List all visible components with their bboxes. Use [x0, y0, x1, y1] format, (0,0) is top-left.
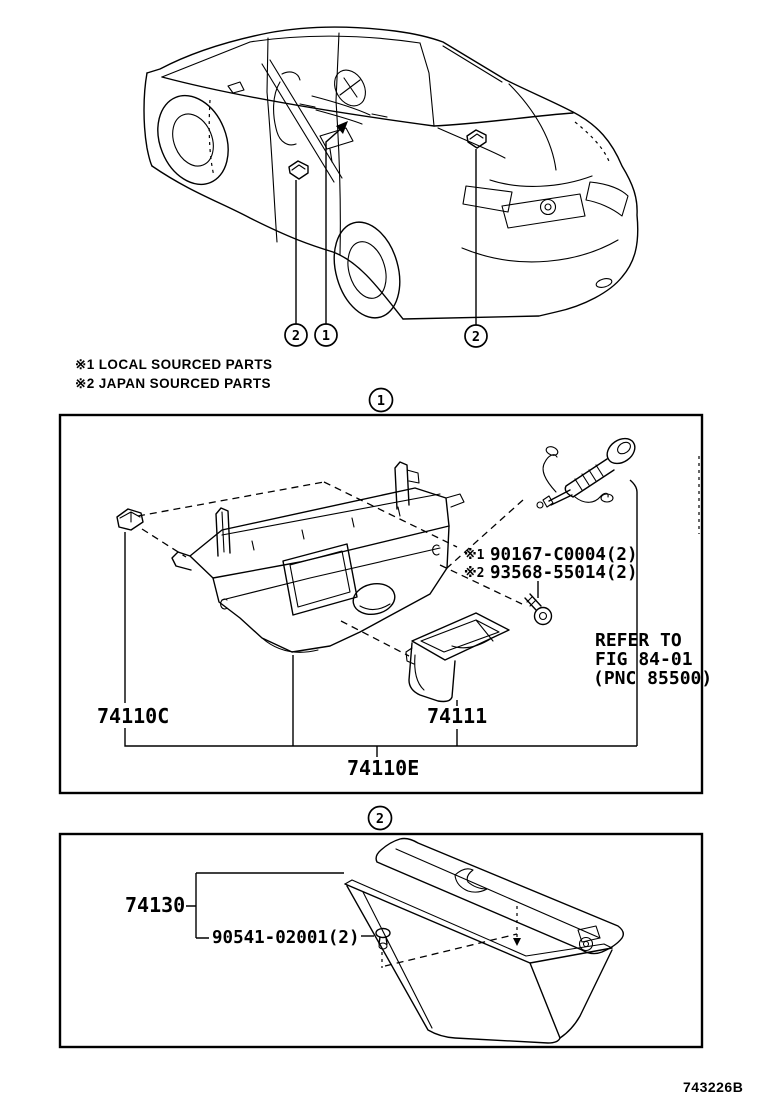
svg-text:1: 1 [376, 393, 386, 409]
part-number-74111: 74111 [427, 704, 488, 728]
source-note-1: ※1 LOCAL SOURCED PARTS [75, 357, 273, 372]
receptacle-part-drawing [406, 613, 509, 702]
car-overview-drawing [144, 27, 638, 326]
callout-rear-console: 2 [471, 329, 481, 345]
section2-badge [369, 807, 392, 830]
front-door-ashtray-part [289, 161, 308, 179]
bracket-part-drawing [172, 462, 464, 652]
screw-part-number-2: ※2 93568-55014(2) [464, 563, 638, 583]
screw-part-drawing [525, 594, 552, 625]
reference-note-line3: (PNC 85500) [593, 668, 713, 689]
front-wheel [145, 85, 241, 195]
section2-box [60, 834, 702, 1047]
callout-console: 1 [321, 328, 331, 344]
section1-box [60, 415, 702, 793]
section1-drawing [117, 433, 699, 757]
rear-wheel [324, 214, 411, 325]
callout-front-door: 2 [291, 328, 301, 344]
cigarette-lighter-drawing [537, 433, 640, 508]
clip-part-drawing [117, 509, 143, 530]
figure-code: 743226B [683, 1079, 744, 1095]
part-number-90541: 90541-02001(2) [212, 928, 360, 948]
source-note-2: ※2 JAPAN SOURCED PARTS [75, 376, 271, 391]
reference-note-line1: REFER TO [595, 630, 682, 651]
section1-badge [370, 389, 393, 412]
part-number-74110C: 74110C [97, 704, 170, 728]
car-callouts [285, 324, 487, 347]
reference-note-line2: FIG 84-01 [595, 649, 693, 670]
screw-part-number-1: ※1 90167-C0004(2) [464, 545, 638, 565]
svg-text:2: 2 [375, 811, 385, 827]
part-number-74110E: 74110E [347, 756, 420, 780]
part-number-74130: 74130 [125, 893, 186, 917]
